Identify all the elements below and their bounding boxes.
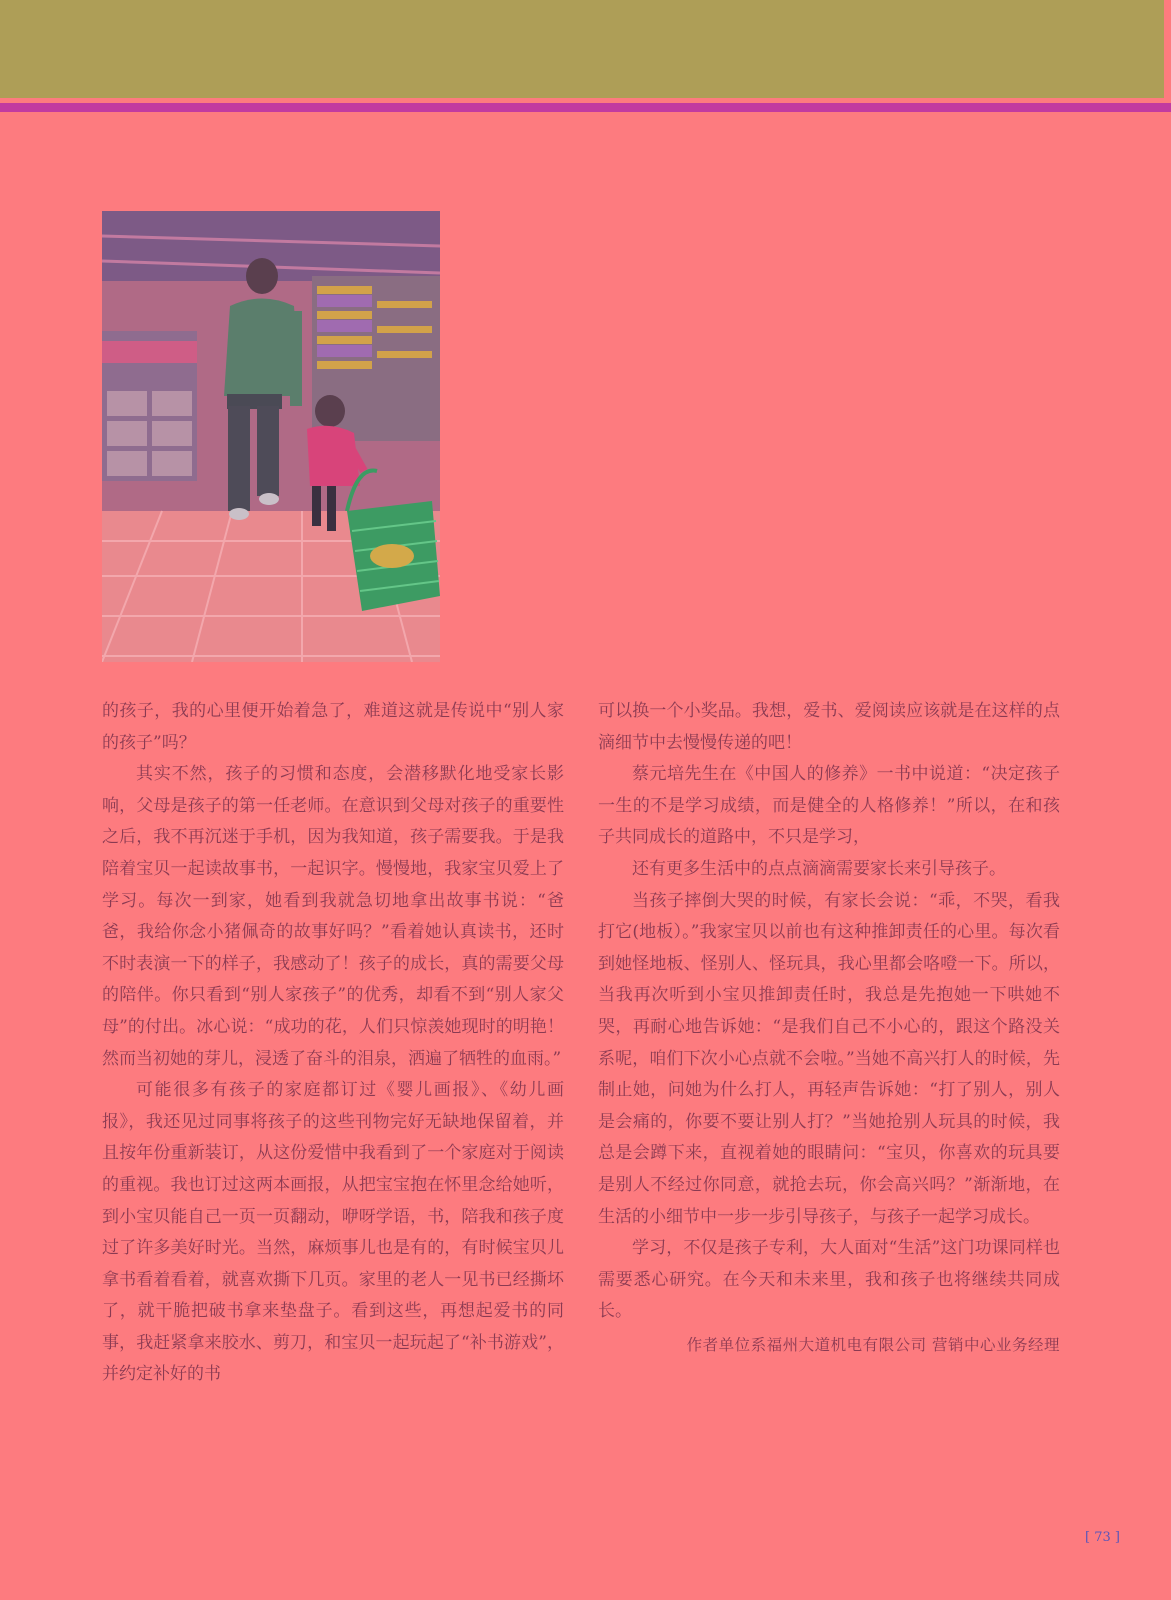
paragraph: 其实不然，孩子的习惯和态度，会潜移默化地受家长影响，父母是孩子的第一任老师。在意识到父母对孩子的重要性之后，我不再沉迷于手机，因为我知道，孩子需要我。于是我陪着宝贝一起读故事书，一起识字。慢慢地，我家宝贝爱上了学习。每次一到家，她看到我就急切地拿出故事书说：“爸爸，我给你念小猪佩奇的故事好吗？”看着她认真读书，还时不时表演一下的样子，我感动了！孩子的成长，真的需要父母的陪伴。你只看到“别人家孩子”的优秀，却看不到“别人家父母”的付出。冰心说：“成功的花，人们只惊羡她现时的明艳！然而当初她的芽儿，浸透了奋斗的泪泉，洒遍了牺牲的血雨。” [102,764,564,1069]
paragraph: 当孩子摔倒大哭的时候，有家长会说：“乖，不哭，看我打它(地板）。”我家宝贝以前也有这种推卸责任的心里。每次看到她怪地板、怪别人、怪玩具，我心里都会咯噔一下。所以，当我再次听到小宝贝推卸责任时，我总是先抱她一下哄她不哭，再耐心地告诉她：“是我们自己不小心的，跟这个路没关系呢，咱们下次小心点就不会啦。”当她不高兴打人的时候，先制止她，问她为什么打人，再轻声告诉她：“打了别人，别人是会痛的，你要不要让别人打？”当她抢别人玩具的时候，我总是会蹲下来，直视着她的眼睛问：“宝贝，你喜欢的玩具要是别人不经过你同意，就抢去玩，你会高兴吗？”渐渐地，在生活的小细节中一步一步引导孩子，与孩子一起学习成长。 [598,890,1060,1227]
paragraph: 可以换一个小奖品。我想，爱书、爱阅读应该就是在这样的点滴细节中去慢慢传递的吧！ [598,701,1060,753]
paragraph: 还有更多生活中的点点滴滴需要家长来引导孩子。 [632,858,1006,879]
page-number: [ 73 ] [1085,1530,1120,1545]
left-text-column [102,696,564,1391]
header-band [0,0,1164,98]
paragraph: 可能很多有孩子的家庭都订过《婴儿画报》、《幼儿画报》，我还见过同事将孩子的这些刊物完好无缺地保留着，并且按年份重新装订，从这份爱惜中我看到了一个家庭对于阅读的重视。我也订过这两本画报，从把宝宝抱在怀里念给她听，到小宝贝能自己一页一页翻动，咿呀学语，书，陪我和孩子度过了许多美好时光。当然，麻烦事儿也是有的，有时候宝贝儿拿书看着看着，就喜欢撕下几页。家里的老人一见书已经撕坏了，就干脆把破书拿来垫盘子。看到这些，再想起爱书的同事，我赶紧拿来胶水、剪刀，和宝贝一起玩起了“补书游戏”，并约定补好的书 [102,1080,564,1385]
paragraph: 的孩子，我的心里便开始着急了，难道这就是传说中“别人家的孩子”吗？ [102,701,564,753]
author-affiliation: 作者单位系福州大道机电有限公司 营销中心业务经理 [686,1335,1060,1354]
paragraph: 蔡元培先生在《中国人的修养》一书中说道：“决定孩子一生的不是学习成绩，而是健全的人格修养！”所以，在和孩子共同成长的道路中，不只是学习， [598,764,1060,848]
father-and-child-supermarket-photo [102,211,440,662]
header-rule [0,103,1171,112]
right-text-column [598,696,1060,1361]
paragraph: 学习，不仅是孩子专利，大人面对“生活”这门功课同样也需要悉心研究。在今天和未来里，我和孩子也将继续共同成长。 [598,1238,1060,1322]
